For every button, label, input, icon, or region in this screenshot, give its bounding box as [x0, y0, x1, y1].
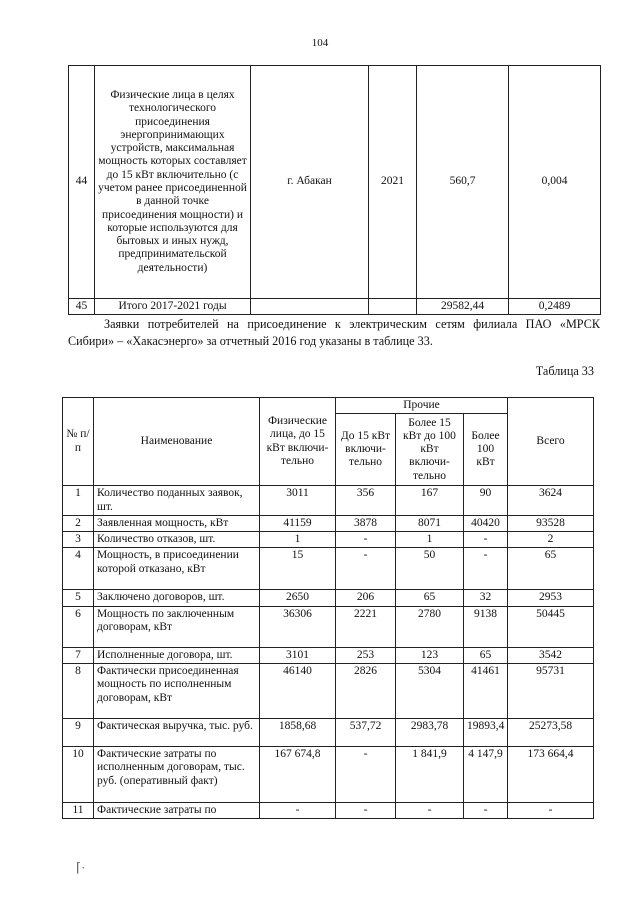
row-total: 95731	[508, 664, 594, 719]
row-other-1: 206	[336, 590, 396, 606]
row-number: 7	[63, 647, 94, 663]
row-other-2: 8071	[396, 515, 464, 531]
row-name: Фактическая выручка, тыс. руб.	[94, 719, 260, 747]
row-name: Исполненные договора, шт.	[94, 647, 260, 663]
row-name: Фактические затраты по исполненным договорам, тыс. руб. (оперативный факт)	[94, 747, 260, 803]
header-num: № п/п	[63, 398, 94, 486]
row-value-2: 0,004	[509, 66, 601, 299]
row-number: 10	[63, 747, 94, 803]
row-other-3: 90	[464, 486, 508, 516]
applications-table	[62, 397, 594, 819]
row-other-1: 253	[336, 647, 396, 663]
row-name: Мощность по заключенным договорам, кВт	[94, 606, 260, 647]
row-total: 173 664,4	[508, 747, 594, 803]
row-total: 2	[508, 532, 594, 548]
table-row	[63, 590, 594, 606]
table-row	[63, 664, 594, 719]
row-number: 1	[63, 486, 94, 516]
row-number: 2	[63, 515, 94, 531]
row-other-1: -	[336, 532, 396, 548]
row-year	[369, 299, 417, 315]
row-value-2: 0,2489	[509, 299, 601, 315]
row-number: 8	[63, 664, 94, 719]
header-other-1: До 15 кВт включи-тельно	[336, 414, 396, 486]
table-row	[63, 548, 594, 590]
row-name: Физические лица в целях технологического присоединения энергопринимающих устройств, максимальная мощность которых составляет до 15 кВт включительно (с учетом ранее присоединенной в данной точке присоединения мощности) и которые используются для бытовых и иных нужд, предпринимательской деятельности)	[95, 66, 251, 299]
row-other-1: 2221	[336, 606, 396, 647]
header-total: Всего	[508, 398, 594, 486]
page-number: 104	[311, 37, 329, 49]
table-row	[69, 66, 601, 299]
row-other-2: 167	[396, 486, 464, 516]
row-other-3: 32	[464, 590, 508, 606]
row-other-1: 2826	[336, 664, 396, 719]
row-other-1: 356	[336, 486, 396, 516]
row-other-3: 4 147,9	[464, 747, 508, 803]
row-number: 3	[63, 532, 94, 548]
row-other-3: 41461	[464, 664, 508, 719]
row-other-1: 537,72	[336, 719, 396, 747]
table-row	[63, 532, 594, 548]
row-total: 93528	[508, 515, 594, 531]
row-number: 4	[63, 548, 94, 590]
row-name: Мощность, в присоединении которой отказано, кВт	[94, 548, 260, 590]
row-phys: 3011	[260, 486, 336, 516]
row-phys: 2650	[260, 590, 336, 606]
row-other-1: -	[336, 747, 396, 803]
row-other-3: 40420	[464, 515, 508, 531]
row-other-1: -	[336, 548, 396, 590]
row-number: 11	[63, 803, 94, 819]
row-total: 2953	[508, 590, 594, 606]
row-place	[251, 299, 369, 315]
row-name: Заключено договоров, шт.	[94, 590, 260, 606]
row-year: 2021	[369, 66, 417, 299]
row-phys: -	[260, 803, 336, 819]
header-name: Наименование	[94, 398, 260, 486]
row-name: Фактически присоединенная мощность по исполненным договорам, кВт	[94, 664, 260, 719]
row-total: 65	[508, 548, 594, 590]
header-other: Прочие	[336, 398, 508, 414]
body-paragraph: Заявки потребителей на присоединение к электрическим сетям филиала ПАО «МРСК Сибири» – «Хакасэнерго» за отчетный 2016 год указаны в таблице 33.	[68, 317, 600, 348]
row-other-1: -	[336, 803, 396, 819]
corner-mark: ⌈·	[76, 860, 86, 875]
row-other-3: -	[464, 532, 508, 548]
row-phys: 1858,68	[260, 719, 336, 747]
row-phys: 15	[260, 548, 336, 590]
connection-table	[68, 65, 601, 315]
row-value-1: 29582,44	[417, 299, 509, 315]
table-row	[63, 747, 594, 803]
table-caption: Таблица 33	[535, 364, 594, 378]
header-row	[63, 398, 594, 414]
row-place: г. Абакан	[251, 66, 369, 299]
row-other-2: 65	[396, 590, 464, 606]
table-row	[63, 647, 594, 663]
row-name: Заявленная мощность, кВт	[94, 515, 260, 531]
row-other-3: 19893,4	[464, 719, 508, 747]
row-value-1: 560,7	[417, 66, 509, 299]
row-phys: 167 674,8	[260, 747, 336, 803]
row-other-2: 5304	[396, 664, 464, 719]
row-name: Количество поданных заявок, шт.	[94, 486, 260, 516]
row-number: 44	[69, 66, 95, 299]
row-phys: 46140	[260, 664, 336, 719]
row-phys: 36306	[260, 606, 336, 647]
table-row	[63, 606, 594, 647]
header-other-3: Более 100 кВт	[464, 414, 508, 486]
row-name: Количество отказов, шт.	[94, 532, 260, 548]
row-other-3: 65	[464, 647, 508, 663]
row-other-2: -	[396, 803, 464, 819]
row-number: 9	[63, 719, 94, 747]
row-other-3: 9138	[464, 606, 508, 647]
header-phys: Физические лица, до 15 кВт включи-тельно	[260, 398, 336, 486]
row-other-2: 2780	[396, 606, 464, 647]
row-other-2: 2983,78	[396, 719, 464, 747]
row-phys: 1	[260, 532, 336, 548]
row-phys: 3101	[260, 647, 336, 663]
row-other-2: 1 841,9	[396, 747, 464, 803]
row-number: 5	[63, 590, 94, 606]
row-other-1: 3878	[336, 515, 396, 531]
row-other-3: -	[464, 548, 508, 590]
row-total: 3624	[508, 486, 594, 516]
row-total: 50445	[508, 606, 594, 647]
row-number: 6	[63, 606, 94, 647]
table-row	[63, 803, 594, 819]
row-phys: 41159	[260, 515, 336, 531]
table-row	[63, 486, 594, 516]
row-other-2: 1	[396, 532, 464, 548]
row-other-2: 50	[396, 548, 464, 590]
header-other-2: Более 15 кВт до 100 кВт включи-тельно	[396, 414, 464, 486]
row-name: Итого 2017-2021 годы	[95, 299, 251, 315]
row-total: 3542	[508, 647, 594, 663]
row-other-2: 123	[396, 647, 464, 663]
row-number: 45	[69, 299, 95, 315]
row-total: 25273,58	[508, 719, 594, 747]
row-other-3: -	[464, 803, 508, 819]
table-row	[63, 719, 594, 747]
row-name: Фактические затраты по	[94, 803, 260, 819]
table-row	[63, 515, 594, 531]
row-total: -	[508, 803, 594, 819]
table-row	[69, 299, 601, 315]
